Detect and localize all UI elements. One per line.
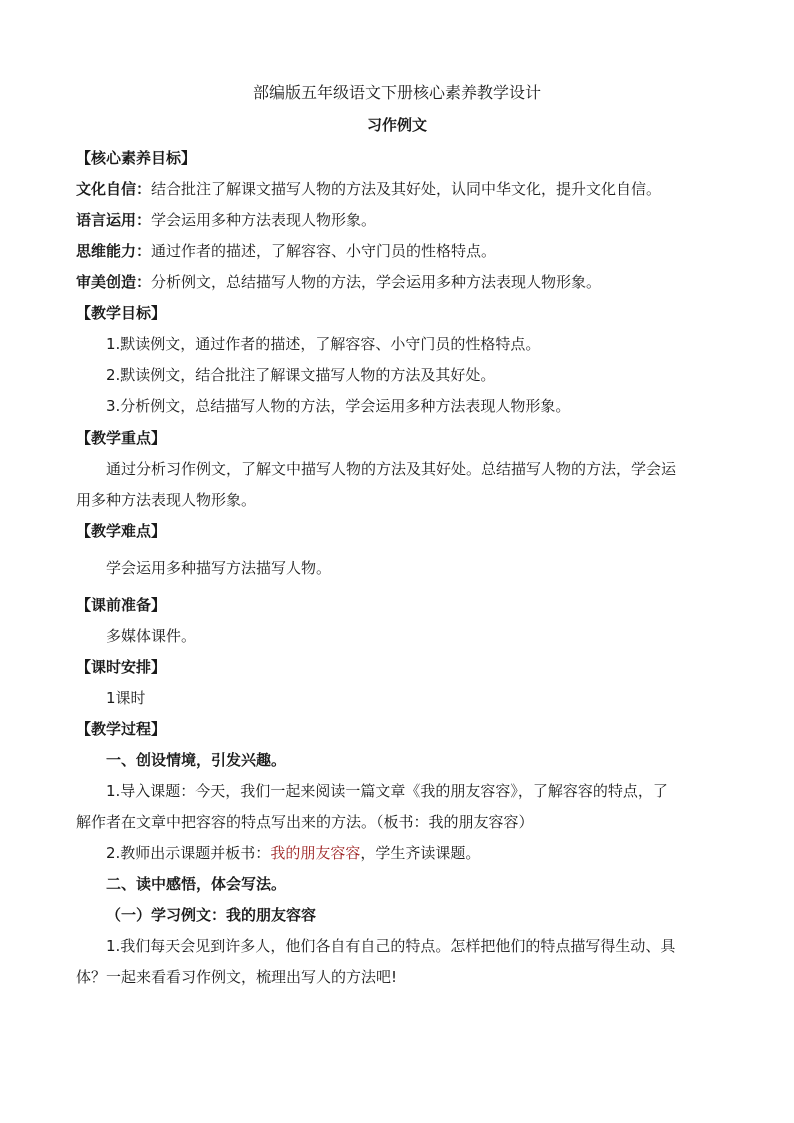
difficulties-heading: 【教学难点】 bbox=[76, 522, 167, 540]
core-goal-text: 分析例文，总结描写人物的方法，学会运用多种方法表现人物形象。 bbox=[151, 273, 602, 291]
teaching-goal-item: 1.默读例文，通过作者的描述，了解容容、小守门员的性格特点。 bbox=[106, 335, 541, 353]
process-step-text: 解作者在文章中把容容的特点写出来的方法。（板书：我的朋友容容） bbox=[76, 813, 534, 831]
schedule-text: 1课时 bbox=[106, 689, 146, 707]
core-goal-language bbox=[76, 209, 376, 230]
key-points-text: 用多种方法表现人物形象。 bbox=[76, 491, 257, 509]
core-goal-culture bbox=[76, 178, 661, 199]
step-text-suffix: ，学生齐读课题。 bbox=[360, 844, 481, 862]
process-substep-title: （一）学习例文：我的朋友容容 bbox=[106, 906, 317, 924]
preparation-heading: 【课前准备】 bbox=[76, 596, 167, 614]
difficulties-text: 学会运用多种描写方法描写人物。 bbox=[106, 559, 332, 577]
key-points-text: 通过分析习作例文，了解文中描写人物的方法及其好处。总结描写人物的方法，学会运 bbox=[106, 460, 677, 478]
core-goal-thinking bbox=[76, 240, 496, 261]
core-goal-text: 学会运用多种方法表现人物形象。 bbox=[151, 211, 377, 229]
process-step-text bbox=[106, 842, 480, 863]
core-goals-heading: 【核心素养目标】 bbox=[76, 149, 197, 167]
step-text-prefix: 2.教师出示课题并板书： bbox=[106, 844, 271, 862]
process-step-title: 二、读中感悟，体会写法。 bbox=[106, 875, 287, 893]
board-title-highlight: 我的朋友容容 bbox=[270, 844, 361, 862]
document-subtitle: 习作例文 bbox=[366, 116, 427, 134]
process-heading: 【教学过程】 bbox=[76, 720, 167, 738]
schedule-heading: 【课时安排】 bbox=[76, 658, 167, 676]
key-points-heading: 【教学重点】 bbox=[76, 429, 167, 447]
document-title: 部编版五年级语文下册核心素养教学设计 bbox=[252, 83, 541, 102]
preparation-text: 多媒体课件。 bbox=[106, 627, 197, 645]
core-goal-label: 审美创造： bbox=[76, 273, 152, 291]
core-goal-text: 结合批注了解课文描写人物的方法及其好处，认同中华文化，提升文化自信。 bbox=[151, 180, 662, 198]
teaching-goal-item: 2.默读例文，结合批注了解课文描写人物的方法及其好处。 bbox=[106, 366, 496, 384]
core-goal-label: 思维能力： bbox=[76, 242, 152, 260]
core-goal-label: 文化自信： bbox=[76, 180, 152, 198]
core-goal-text: 通过作者的描述，了解容容、小守门员的性格特点。 bbox=[151, 242, 497, 260]
process-step-text: 1.导入课题：今天，我们一起来阅读一篇文章《我的朋友容容》，了解容容的特点，了 bbox=[106, 782, 668, 800]
teaching-goal-item: 3.分析例文，总结描写人物的方法，学会运用多种方法表现人物形象。 bbox=[106, 397, 571, 415]
core-goal-aesthetic bbox=[76, 271, 601, 292]
process-step-title: 一、创设情境，引发兴趣。 bbox=[106, 751, 287, 769]
teaching-goals-heading: 【教学目标】 bbox=[76, 304, 167, 322]
core-goal-label: 语言运用： bbox=[76, 211, 152, 229]
process-step-text: 1.我们每天会见到许多人，他们各自有自己的特点。怎样把他们的特点描写得生动、具 bbox=[106, 937, 676, 955]
process-step-text: 体？一起来看看习作例文，梳理出写人的方法吧! bbox=[76, 968, 398, 986]
